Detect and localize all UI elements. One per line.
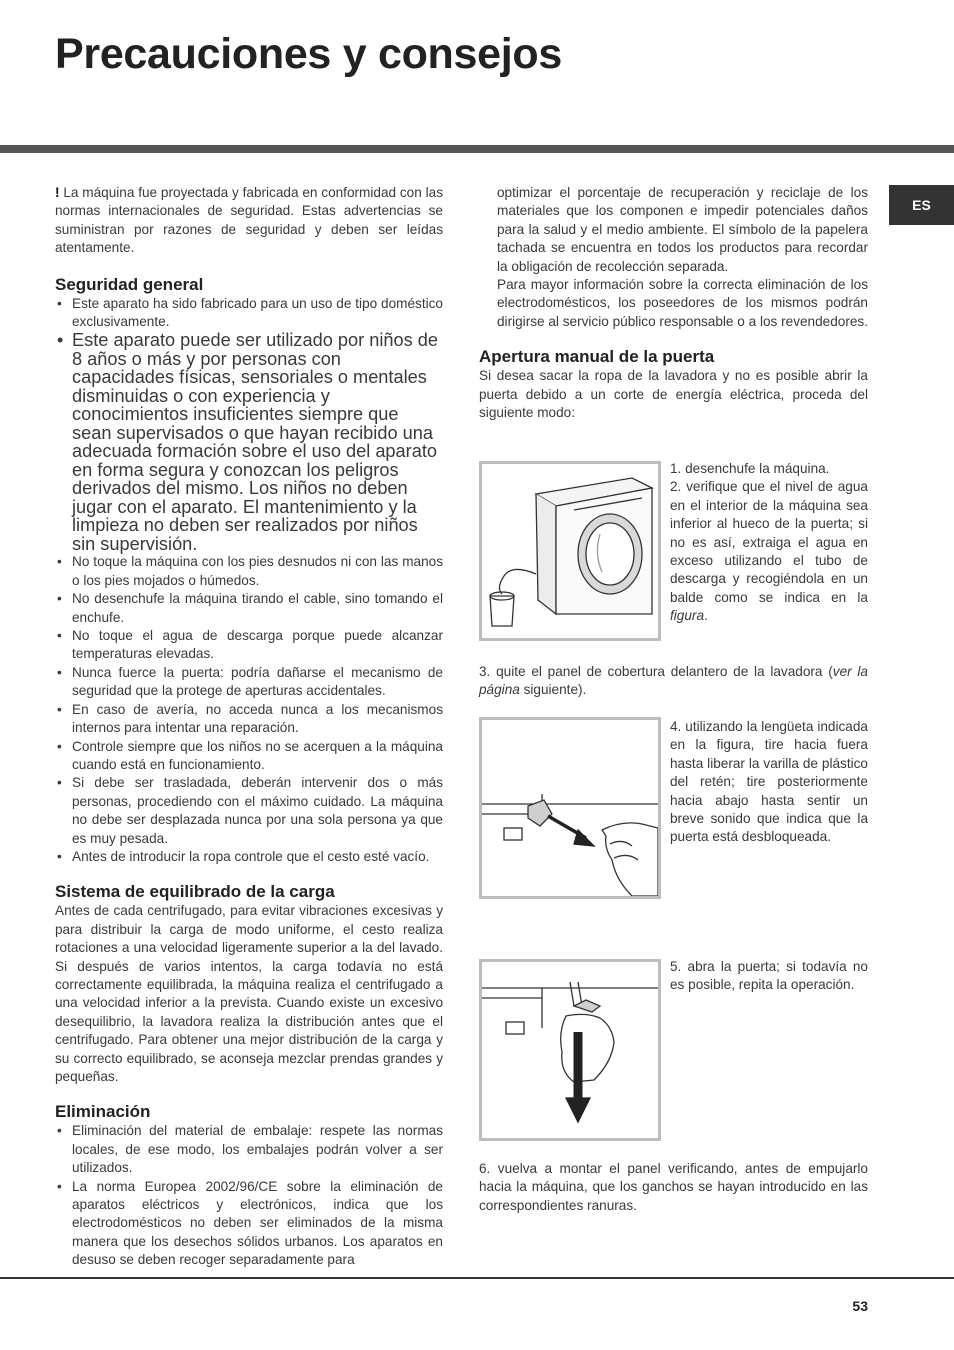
list-item: • Antes de introducir la ropa controle que el cesto esté vacío. bbox=[55, 848, 443, 866]
page-number: 53 bbox=[852, 1298, 868, 1314]
manual-door-intro: Si desea sacar la ropa de la lavadora y no es posible abrir la puerta debido a un corte de energía eléctrica, proceda del siguiente modo: bbox=[479, 368, 868, 421]
intro-paragraph: ! La máquina fue proyectada y fabricada en conformidad con las normas internacionales de seguridad. Estas advertencias se suministran por razones de seguridad y deben ser leídas atentamente. bbox=[55, 185, 443, 256]
section-heading-manual-door: Apertura manual de la puerta bbox=[479, 347, 715, 367]
washing-machine-illustration bbox=[482, 464, 658, 638]
step-2: 2. verifique que el nivel de agua en el interior de la máquina sea inferior al hueco de la puerta; si no es así, extraiga el agua en exceso utilizando el tubo de descarga y recogiéndola en un balde como se indica en la figura. bbox=[670, 479, 868, 624]
list-item: • Nunca fuerce la puerta: podría dañarse el mecanismo de seguridad que la protege de aperturas accidentales. bbox=[55, 664, 443, 701]
page-title: Precauciones y consejos bbox=[55, 30, 562, 78]
left-column bbox=[55, 184, 443, 1270]
figure-pull-tab bbox=[479, 717, 661, 899]
disposal-continued-paragraph: optimizar el porcentaje de recuperación y reciclaje de los materiales que los componen e impedir potenciales daños para la salud y el medio ambiente. El símbolo de la papelera tachada se encuentra en todos los productos para recordar la obligación de recolección separada. bbox=[497, 185, 868, 274]
footer-rule bbox=[0, 1277, 954, 1279]
step-4: 4. utilizando la lengüeta indicada en la figura, tire hacia fuera hasta liberar la varilla de plástico del retén; tire posteriormente hacia abajo hasta sentir un breve sonido que indica que la puerta está desbloqueada. bbox=[670, 719, 868, 845]
open-door-illustration bbox=[482, 962, 658, 1138]
right-column bbox=[479, 184, 868, 422]
list-item: • Este aparato puede ser utilizado por niños de 8 años o más y por personas con capacidades físicas, sensoriales o mentales disminuidas o con experiencia y conocimientos insuficientes siempre que sean supervisados o que hayan recibido una adecuada formación sobre el uso del aparato en forma segura y conozcan los peligros derivados del mismo. Los niños no deben jugar con el aparato. El mantenimiento y la limpieza no deben ser realizados por niños sin supervisión. bbox=[55, 331, 443, 553]
section-heading-general-safety: Seguridad general bbox=[55, 274, 204, 294]
list-item: • Este aparato ha sido fabricado para un uso de tipo doméstico exclusivamente. bbox=[55, 295, 443, 332]
list-item: • No toque la máquina con los pies desnudos ni con las manos o los pies mojados o húmedos. bbox=[55, 553, 443, 590]
step-6: 6. vuelva a montar el panel verificando, antes de empujarlo hacia la máquina, que los ganchos se hayan introducido en las correspondientes ranuras. bbox=[479, 1161, 868, 1213]
figure-drain-water bbox=[479, 461, 661, 641]
list-item: • En caso de avería, no acceda nunca a los mecanismos internos para intentar una reparación. bbox=[55, 701, 443, 738]
list-item: • La norma Europea 2002/96/CE sobre la eliminación de aparatos eléctricos y electrónicos, indica que los electrodomésticos no deben ser eliminados de la misma manera que los desechos sólidos urbanos. Los aparatos en desuso se deben recoger separadamente para bbox=[55, 1178, 443, 1270]
header-rule bbox=[0, 145, 954, 153]
step-5: 5. abra la puerta; si todavía no es posible, repita la operación. bbox=[670, 959, 868, 993]
disposal-info-paragraph: Para mayor información sobre la correcta eliminación de los electrodomésticos, los poseedores de los mismos podrán dirigirse al servicio público responsable o a los revendedores. bbox=[497, 277, 869, 329]
pull-tab-illustration bbox=[482, 720, 658, 896]
general-safety-list bbox=[55, 295, 443, 867]
language-badge: ES bbox=[889, 185, 954, 225]
step-1-2-text bbox=[670, 460, 868, 626]
section-heading-load-balance: Sistema de equilibrado de la carga bbox=[55, 882, 335, 902]
step-1: 1. desenchufe la máquina. bbox=[670, 461, 830, 476]
list-item: • No toque el agua de descarga porque puede alcanzar temperaturas elevadas. bbox=[55, 627, 443, 664]
disposal-list bbox=[55, 1122, 443, 1269]
section-heading-disposal: Eliminación bbox=[55, 1102, 151, 1122]
list-item: • Si debe ser trasladada, deberán intervenir dos o más personas, procediendo con el máximo cuidado. La máquina no debe ser desplazada nunca por una sola persona ya que es muy pesada. bbox=[55, 774, 443, 848]
load-balance-paragraph: Antes de cada centrifugado, para evitar vibraciones excesivas y para distribuir la carga de modo uniforme, el cesto realiza rotaciones a una velocidad ligeramente superior a la del lavado. Si después de varios intentos, la carga todavía no está correctamente equilibrada, la máquina realiza el centrifugado a una velocidad inferior a la prevista. Cuando existe un excesivo desequilibrio, la lavadora realiza la distribución antes que el centrifugado. Para obtener una mejor distribución de la carga y su correcto equilibrado, se aconseja mezclar prendas grandes y pequeñas. bbox=[55, 903, 443, 1084]
figure-open-door bbox=[479, 959, 661, 1141]
list-item: • No desenchufe la máquina tirando el cable, sino tomando el enchufe. bbox=[55, 590, 443, 627]
list-item: • Controle siempre que los niños no se acerquen a la máquina cuando está en funcionamiento. bbox=[55, 738, 443, 775]
warning-icon: ! bbox=[55, 185, 60, 200]
list-item: • Eliminación del material de embalaje: respete las normas locales, de ese modo, los embalajes podrán volver a ser utilizados. bbox=[55, 1122, 443, 1177]
step-3: 3. quite el panel de cobertura delantero de la lavadora (ver la página siguiente). bbox=[479, 664, 868, 698]
